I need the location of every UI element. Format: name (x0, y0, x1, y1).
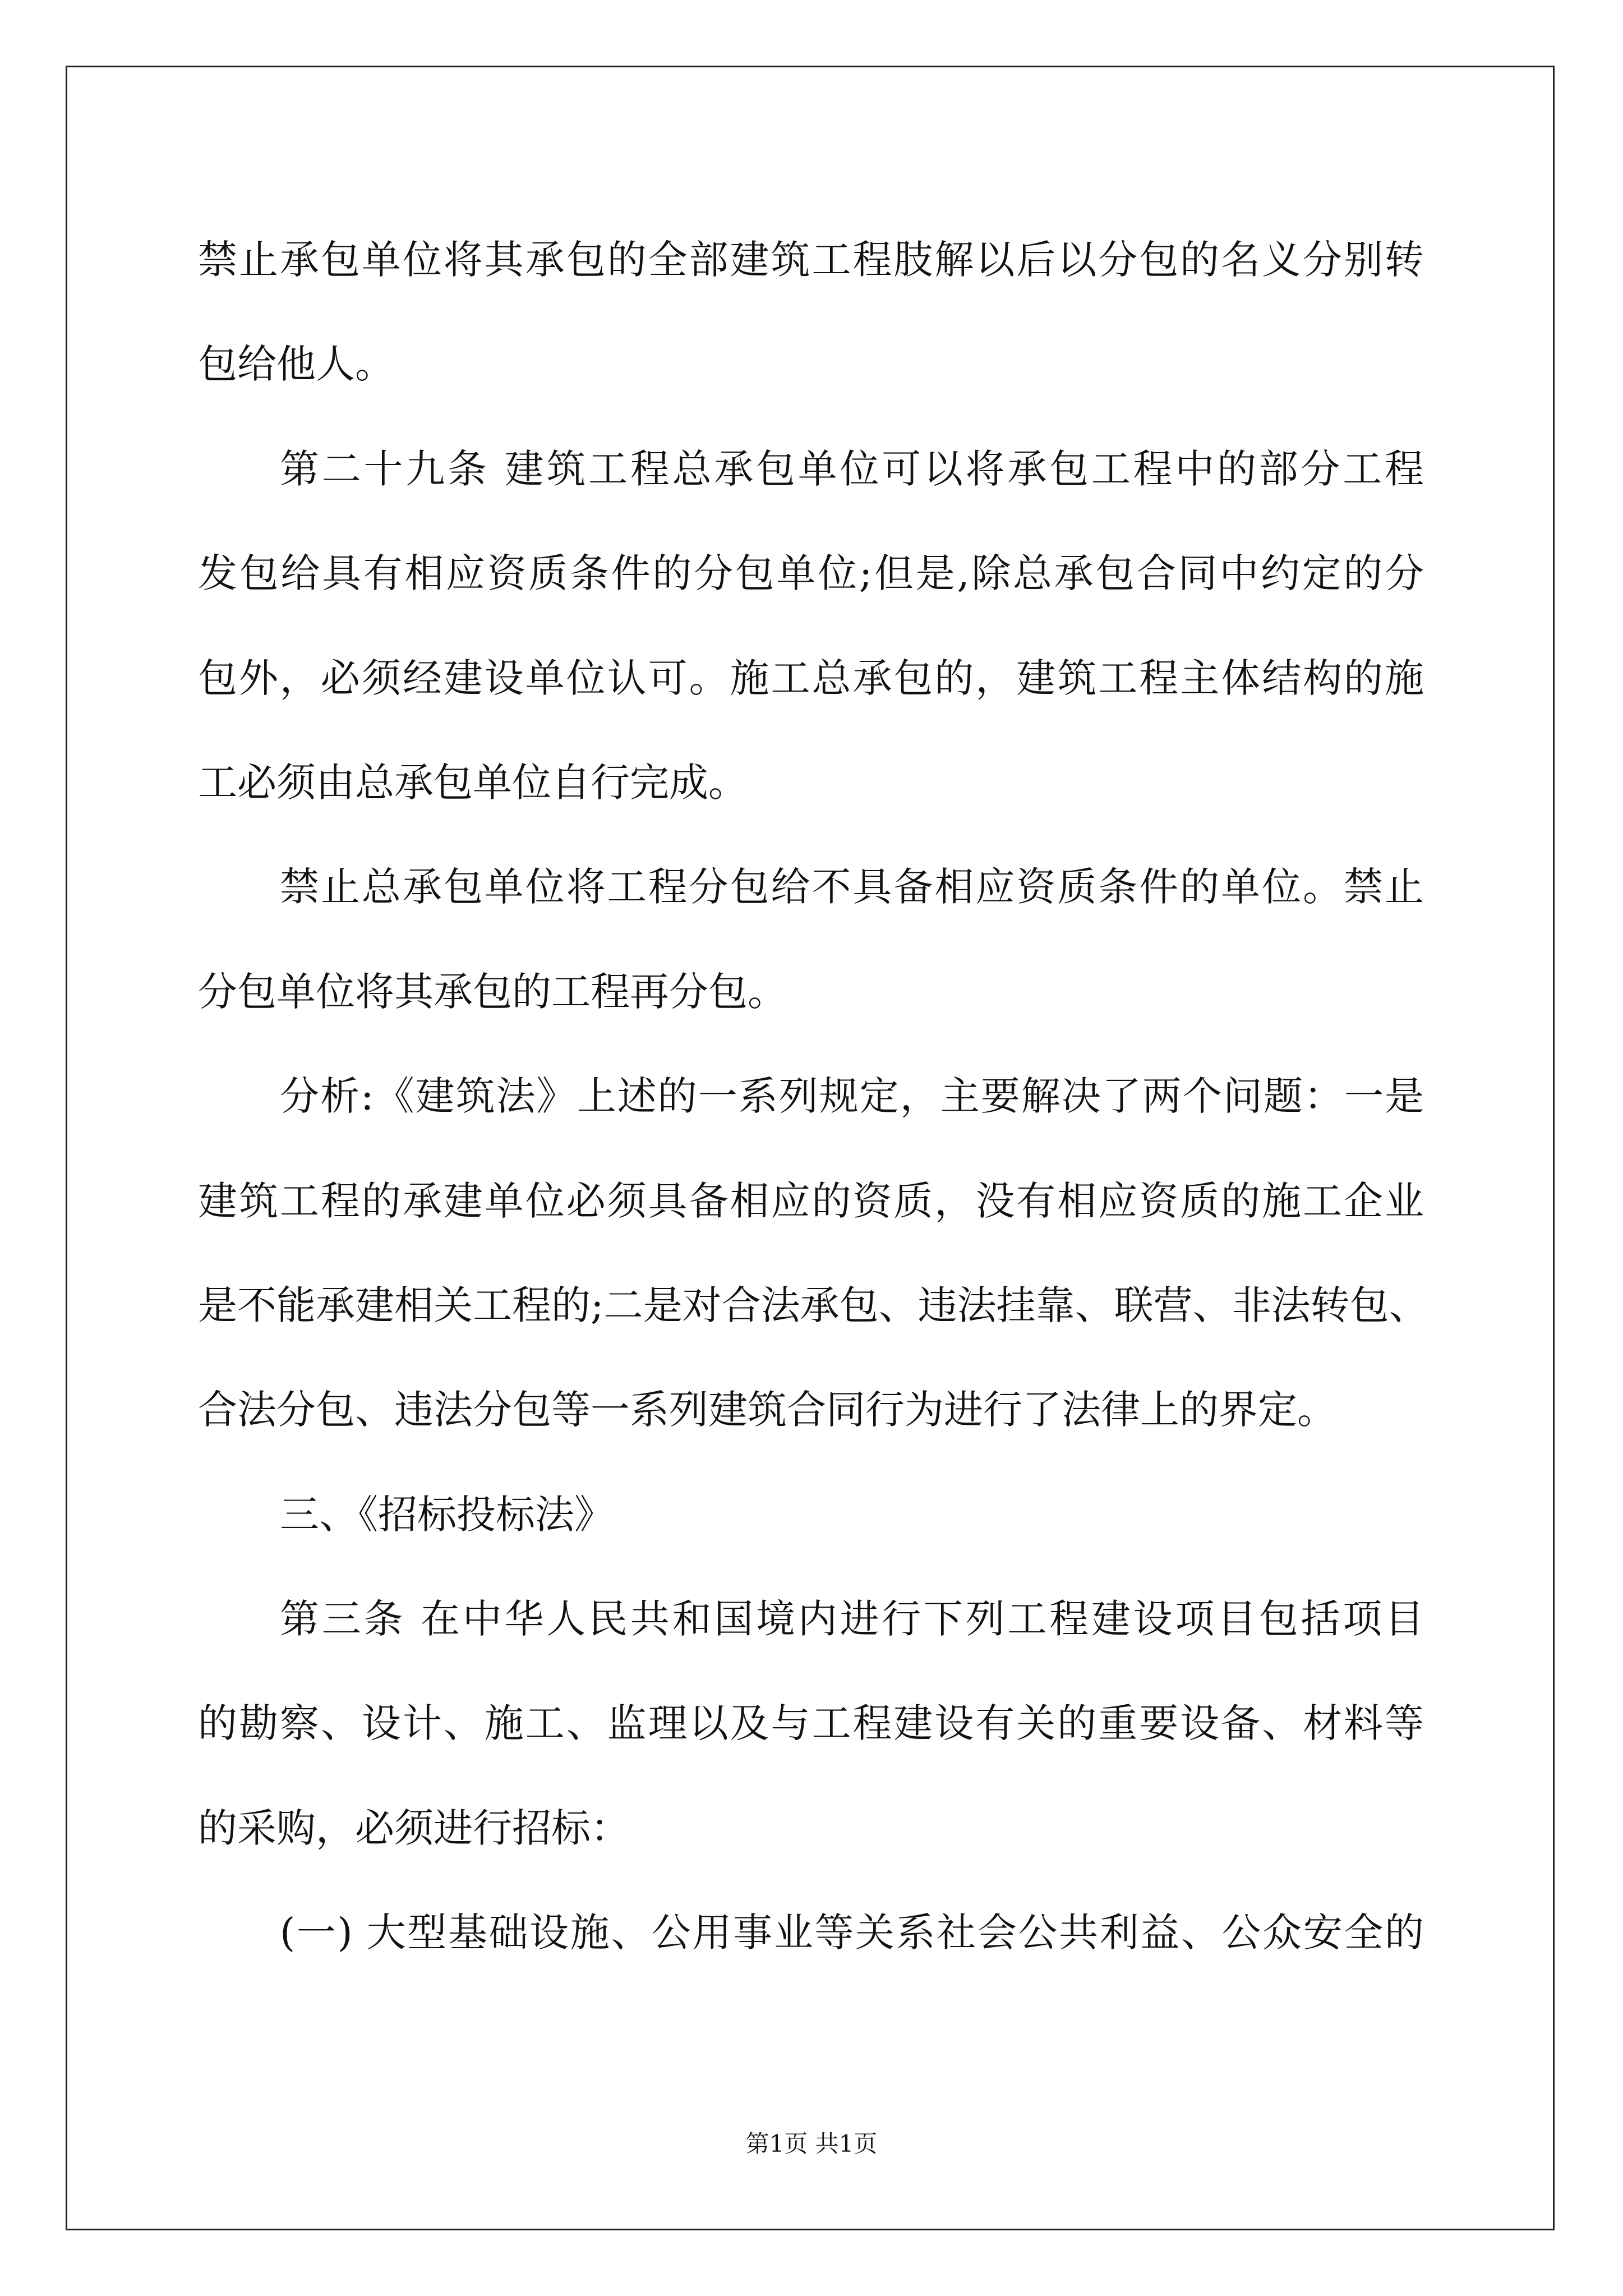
text-line: 的勘察、设计、施工、监理以及与工程建设有关的重要设备、材料等 (198, 1700, 1424, 1747)
text-line: 包外，必须经建设单位认可。施工总承包的，建筑工程主体结构的施 (198, 655, 1424, 701)
text-line: 合法分包、违法分包等一系列建筑合同行为进行了法律上的界定。 (198, 1387, 1336, 1433)
document-body (198, 208, 1428, 1985)
text-line: 发包给具有相应资质条件的分包单位;但是,除总承包合同中约定的分 (198, 550, 1424, 597)
text-line: 禁止总承包单位将工程分包给不具备相应资质条件的单位。禁止 (280, 864, 1424, 910)
page-footer: 第1页 共1页 (745, 2130, 878, 2157)
text-line: 分包单位将其承包的工程再分包。 (198, 968, 787, 1015)
section-heading: 三、《招标投标法》 (280, 1491, 614, 1538)
text-line: (一) 大型基础设施、公用事业等关系社会公共利益、公众安全的 (280, 1910, 1424, 1956)
text-line: 是不能承建相关工程的;二是对合法承包、违法挂靠、联营、非法转包、 (198, 1282, 1428, 1328)
text-line: 第二十九条 建筑工程总承包单位可以将承包工程中的部分工程 (280, 445, 1424, 492)
text-line: 建筑工程的承建单位必须具备相应的资质，没有相应资质的施工企业 (198, 1177, 1424, 1224)
text-line: 分析:《建筑法》上述的一系列规定，主要解决了两个问题：一是 (280, 1073, 1424, 1120)
text-line: 的采购，必须进行招标： (198, 1805, 630, 1851)
text-line: 禁止承包单位将其承包的全部建筑工程肢解以后以分包的名义分别转 (198, 237, 1424, 283)
text-line: 第三条 在中华人民共和国境内进行下列工程建设项目包括项目 (280, 1596, 1424, 1642)
text-line: 工必须由总承包单位自行完成。 (198, 759, 748, 806)
text-line: 包给他人。 (198, 341, 394, 388)
